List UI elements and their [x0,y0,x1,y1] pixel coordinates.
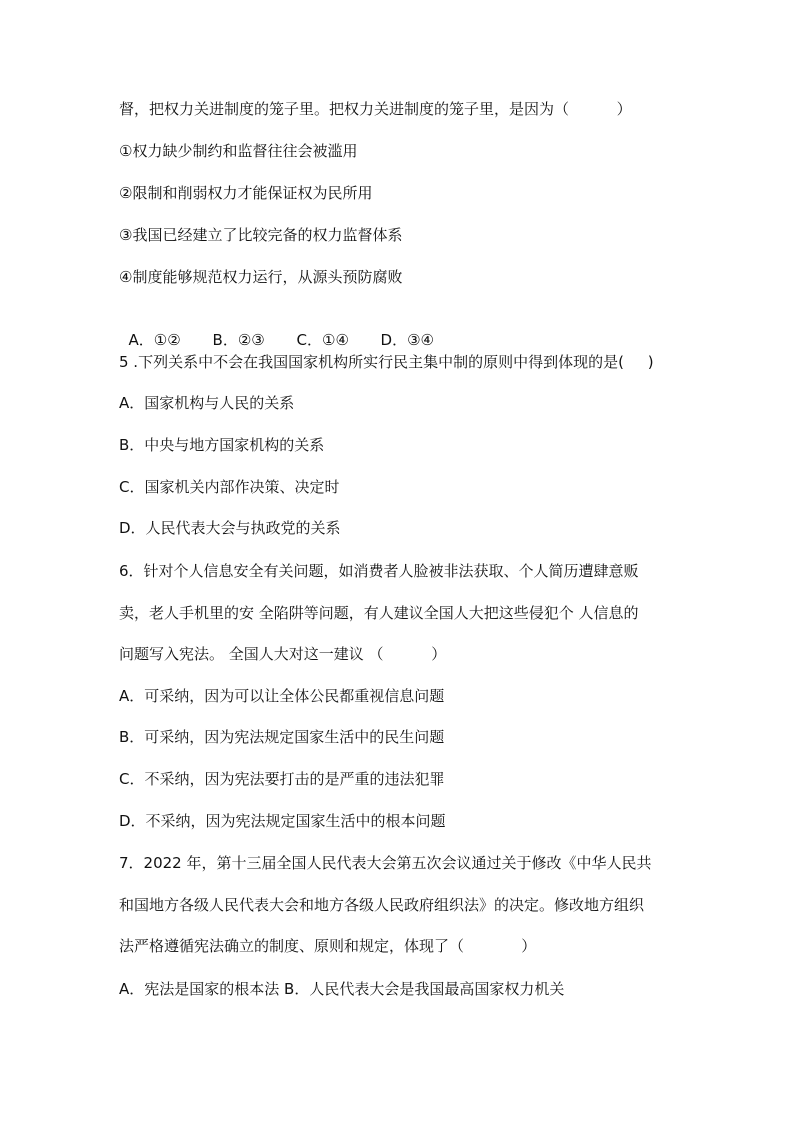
q7-stem-line-2: 和国地方各级人民代表大会和地方各级人民政府组织法》的决定。修改地方组织 [119,896,645,914]
q4-stem-tail: 督，把权力关进制度的笼子里。把权力关进制度的笼子里，是因为（ ） [119,100,632,118]
q5-option-c: C．国家机关内部作决策、决定时 [119,478,340,496]
q6-option-b: B．可采纳，因为宪法规定国家生活中的民生问题 [119,728,445,746]
q6-stem-line-1: 6．针对个人信息安全有关问题，如消费者人脸被非法获取、个人简历遭肆意贩 [119,562,639,580]
q6-stem-line-3: 问题写入宪法。 全国人大对这一建议 （ ） [119,645,447,663]
q5-stem: 5 .下列关系中不会在我国国家机构所实行民主集中制的原则中得到体现的是( ) [119,353,654,371]
q5-option-b: B．中央与地方国家机构的关系 [119,436,325,454]
q7-stem-line-1: 7．2022 年，第十三届全国人民代表大会第五次会议通过关于修改《中华人民共 [119,854,652,872]
q5-option-a: A．国家机构与人民的关系 [119,394,295,412]
q6-option-d: D．不采纳，因为宪法规定国家生活中的根本问题 [119,812,446,830]
q4-option-c: C．①④ [296,331,349,349]
q4-statement-2: ②限制和削弱权力才能保证权为民所用 [119,184,373,202]
q4-option-b: B．②③ [212,331,265,349]
q6-stem-line-2: 卖，老人手机里的安 全陷阱等问题，有人建议全国人大把这些侵犯个 人信息的 [119,604,639,622]
q4-statement-4: ④制度能够规范权力运行，从源头预防腐败 [119,268,403,286]
q6-option-a: A．可采纳，因为可以让全体公民都重视信息问题 [119,687,445,705]
q4-option-d: D．③④ [380,331,434,349]
q6-option-c: C．不采纳，因为宪法要打击的是严重的违法犯罪 [119,770,445,788]
q7-options-row: A．宪法是国家的根本法 B．人民代表大会是我国最高国家权力机关 [119,980,565,998]
q7-stem-line-3: 法严格遵循宪法确立的制度、原则和规定，体现了（ ） [119,937,537,955]
q5-option-d: D．人民代表大会与执政党的关系 [119,519,341,537]
q4-option-a: A．①② [128,331,181,349]
q4-statement-3: ③我国已经建立了比较完备的权力监督体系 [119,226,403,244]
q4-statement-1: ①权力缺少制约和监督往往会被滥用 [119,142,358,160]
q4-options-row [119,310,434,350]
